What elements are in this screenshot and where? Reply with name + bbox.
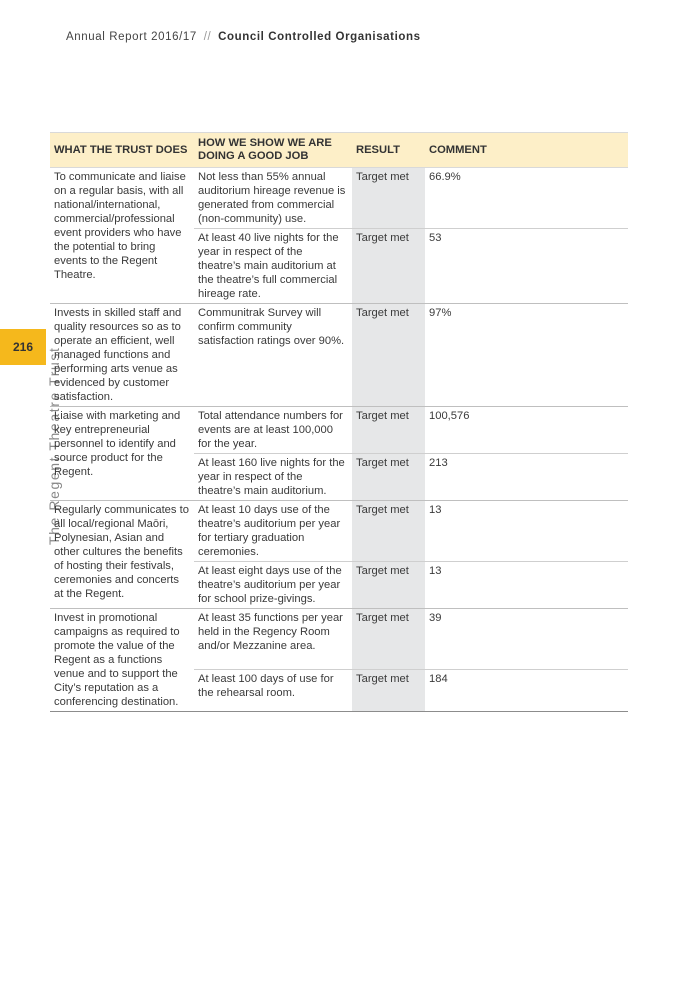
measure-cell: Communitrak Survey will confirm community satisfaction ratings over 90%. [194, 304, 352, 407]
section-title: Council Controlled Organisations [218, 31, 421, 43]
table-header-row [50, 133, 628, 168]
comment-cell: 13 [425, 562, 628, 609]
report-title: Annual Report 2016/17 [66, 31, 197, 43]
measure-cell: At least 35 functions per year held in the Regency Room and/or Mezzanine area. [194, 609, 352, 670]
table-row [50, 168, 628, 229]
result-cell: Target met [352, 229, 425, 304]
result-cell: Target met [352, 407, 425, 454]
column-header: HOW WE SHOW WE ARE DOING A GOOD JOB [194, 133, 352, 168]
measure-cell: At least 40 live nights for the year in respect of the theatre’s main auditorium at the theatre’s full commercial hireage rate. [194, 229, 352, 304]
measure-cell: At least 10 days use of the theatre’s auditorium per year for tertiary graduation ceremonies. [194, 501, 352, 562]
page-number: 216 [12, 340, 34, 354]
comment-cell: 97% [425, 304, 628, 407]
measure-cell: At least 160 live nights for the year in respect of the theatre’s main auditorium. [194, 454, 352, 501]
measure-cell: Total attendance numbers for events are at least 100,000 for the year. [194, 407, 352, 454]
result-cell: Target met [352, 304, 425, 407]
result-cell: Target met [352, 562, 425, 609]
table-row [50, 407, 628, 454]
result-cell: Target met [352, 609, 425, 670]
result-cell: Target met [352, 168, 425, 229]
performance-table [50, 132, 628, 712]
activity-cell: Regularly communicates to all local/regional Maōri, Polynesian, Asian and other cultures the benefits of hosting their festivals, ceremonies and concerts at the Regent. [50, 501, 194, 609]
measure-cell: At least eight days use of the theatre’s auditorium per year for school prize-givings. [194, 562, 352, 609]
column-header: WHAT THE TRUST DOES [50, 133, 194, 168]
activity-cell: Liaise with marketing and key entrepreneurial personnel to identify and source product for the Regent. [50, 407, 194, 501]
running-header [66, 31, 421, 43]
table-row [50, 501, 628, 562]
comment-cell: 184 [425, 669, 628, 712]
comment-cell: 66.9% [425, 168, 628, 229]
comment-cell: 100,576 [425, 407, 628, 454]
column-header: RESULT [352, 133, 425, 168]
comment-cell: 213 [425, 454, 628, 501]
comment-cell: 53 [425, 229, 628, 304]
page-number-tab [0, 329, 46, 365]
activity-cell: Invest in promotional campaigns as required to promote the value of the Regent as a functions venue and to support the City’s reputation as a conferencing destination. [50, 609, 194, 712]
side-section-label: The Regent Theatre Trust [46, 346, 62, 545]
table-row [50, 609, 628, 670]
activity-cell: Invests in skilled staff and quality resources so as to operate an efficient, well managed functions and performing arts venue as evidenced by customer satisfaction. [50, 304, 194, 407]
result-cell: Target met [352, 454, 425, 501]
table-row [50, 304, 628, 407]
measure-cell: At least 100 days of use for the rehearsal room. [194, 669, 352, 712]
column-header: COMMENT [425, 133, 628, 168]
result-cell: Target met [352, 501, 425, 562]
comment-cell: 39 [425, 609, 628, 670]
measure-cell: Not less than 55% annual auditorium hireage revenue is generated from commercial (non-community) use. [194, 168, 352, 229]
header-separator: // [203, 31, 212, 43]
comment-cell: 13 [425, 501, 628, 562]
activity-cell: To communicate and liaise on a regular basis, with all national/international, commercial/professional event providers who have the potential to bring events to the Regent Theatre. [50, 168, 194, 304]
result-cell: Target met [352, 669, 425, 712]
